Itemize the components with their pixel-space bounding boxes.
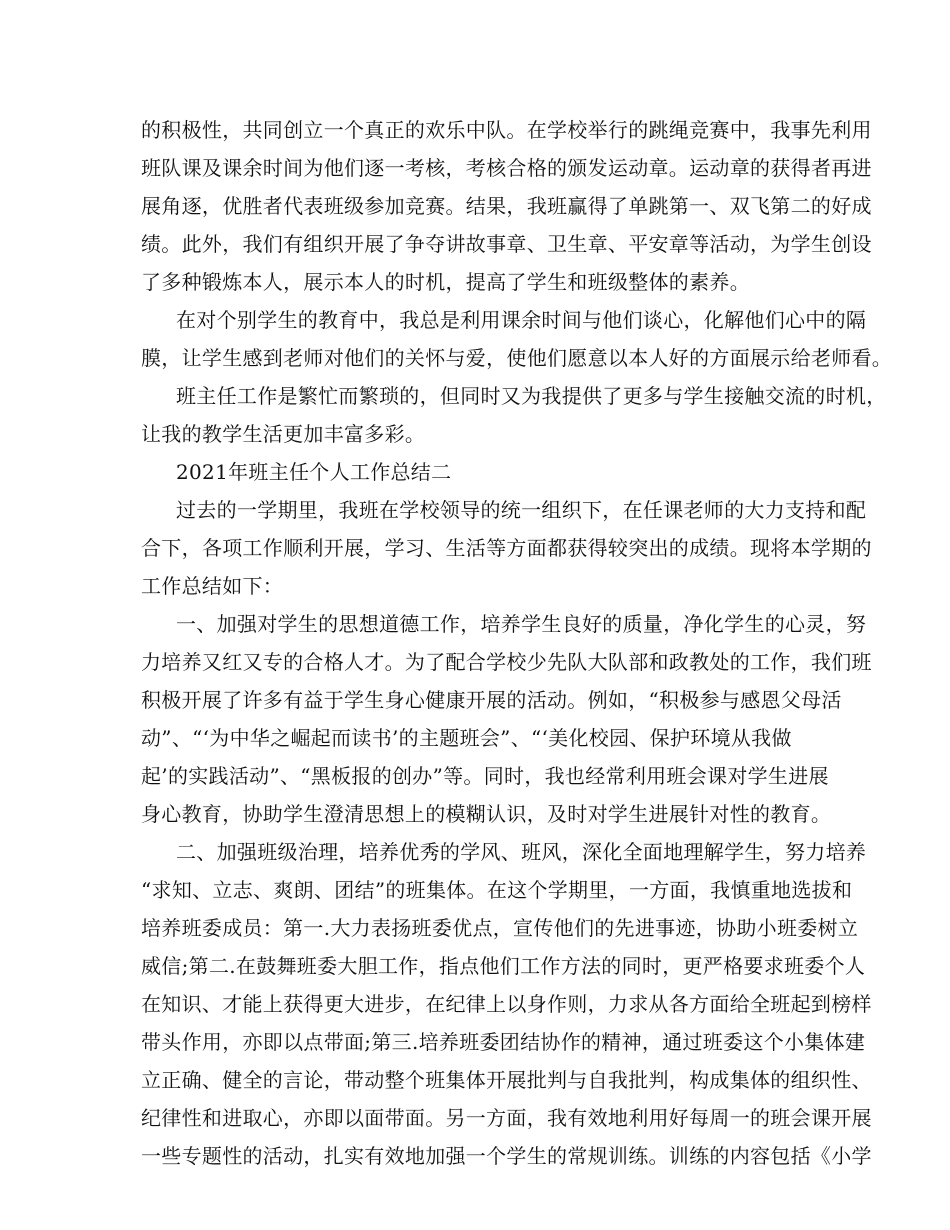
text-line: 立正确、健全的言论，带动整个班集体开展批判与自我批判，构成集体的组织性、 — [141, 1068, 872, 1092]
text-line: 合下，各项工作顺利开展，学习、生活等方面都获得较突出的成绩。现将本学期的 — [141, 536, 872, 560]
text-line: 身心教育，协助学生澄清思想上的模糊认识，及时对学生进展针对性的教育。 — [141, 802, 832, 826]
section-heading: 2021年班主任个人工作总结二 — [176, 460, 452, 484]
text-line: 膜，让学生感到老师对他们的关怀与爱，使他们愿意以本人好的方面展示给老师看。 — [141, 346, 893, 370]
text-line: 纪律性和进取心，亦即以面带面。另一方面，我有效地利用好每周一的班会课开展 — [141, 1106, 872, 1130]
text-line: 积极开展了许多有益于学生身心健康开展的活动。例如，“积极参与感恩父母活 — [141, 688, 842, 712]
text-line: 工作总结如下： — [141, 574, 284, 598]
text-line: 培养班委成员：第一.大力表扬班委优点，宣传他们的先进事迹，协助小班委树立 — [141, 916, 859, 940]
text-line: 的积极性，共同创立一个真正的欢乐中队。在学校举行的跳绳竞赛中，我事先利用 — [141, 118, 872, 142]
text-line: “求知、立志、爽朗、团结”的班集体。在这个学期里，一方面，我慎重地选拔和 — [141, 878, 853, 902]
text-line: 一些专题性的活动，扎实有效地加强一个学生的常规训练。训练的内容包括《小学 — [141, 1144, 872, 1168]
text-line: 了多种锻炼本人，展示本人的时机，提高了学生和班级整体的素养。 — [141, 270, 750, 294]
text-line: 起’的实践活动”、“黑板报的创办”等。同时，我也经常利用班会课对学生进展 — [141, 764, 829, 788]
paragraph-start-line: 在对个别学生的教育中，我总是利用课余时间与他们谈心，化解他们心中的隔 — [176, 308, 867, 332]
text-line: 动”、“‘为中华之崛起而读书’的主题班会”、“‘美化校园、保护环境从我做 — [141, 726, 792, 750]
text-line: 带头作用，亦即以点带面;第三.培养班委团结协作的精神，通过班委这个小集体建 — [141, 1030, 866, 1054]
text-line: 力培养又红又专的合格人才。为了配合学校少先队大队部和政教处的工作，我们班 — [141, 650, 872, 674]
text-line: 让我的教学生活更加丰富多彩。 — [141, 422, 426, 446]
paragraph-start-line: 一、加强对学生的思想道德工作，培养学生良好的质量，净化学生的心灵，努 — [176, 612, 867, 636]
text-line: 绩。此外，我们有组织开展了争夺讲故事章、卫生章、平安章等活动，为学生创设 — [141, 232, 872, 256]
text-line: 展角逐，优胜者代表班级参加竞赛。结果，我班赢得了单跳第一、双飞第二的好成 — [141, 194, 872, 218]
paragraph-start-line: 过去的一学期里，我班在学校领导的统一组织下，在任课老师的大力支持和配 — [176, 498, 867, 522]
text-line: 威信;第二.在鼓舞班委大胆工作，指点他们工作方法的同时，更严格要求班委个人 — [141, 954, 866, 978]
paragraph-start-line: 二、加强班级治理，培养优秀的学风、班风，深化全面地理解学生，努力培养 — [176, 840, 867, 864]
text-line: 班队课及课余时间为他们逐一考核，考核合格的颁发运动章。运动章的获得者再进 — [141, 156, 872, 180]
paragraph-start-line: 班主任工作是繁忙而繁琐的，但同时又为我提供了更多与学生接触交流的时机， — [176, 384, 887, 408]
text-line: 在知识、才能上获得更大进步，在纪律上以身作则，力求从各方面给全班起到榜样 — [141, 992, 872, 1016]
